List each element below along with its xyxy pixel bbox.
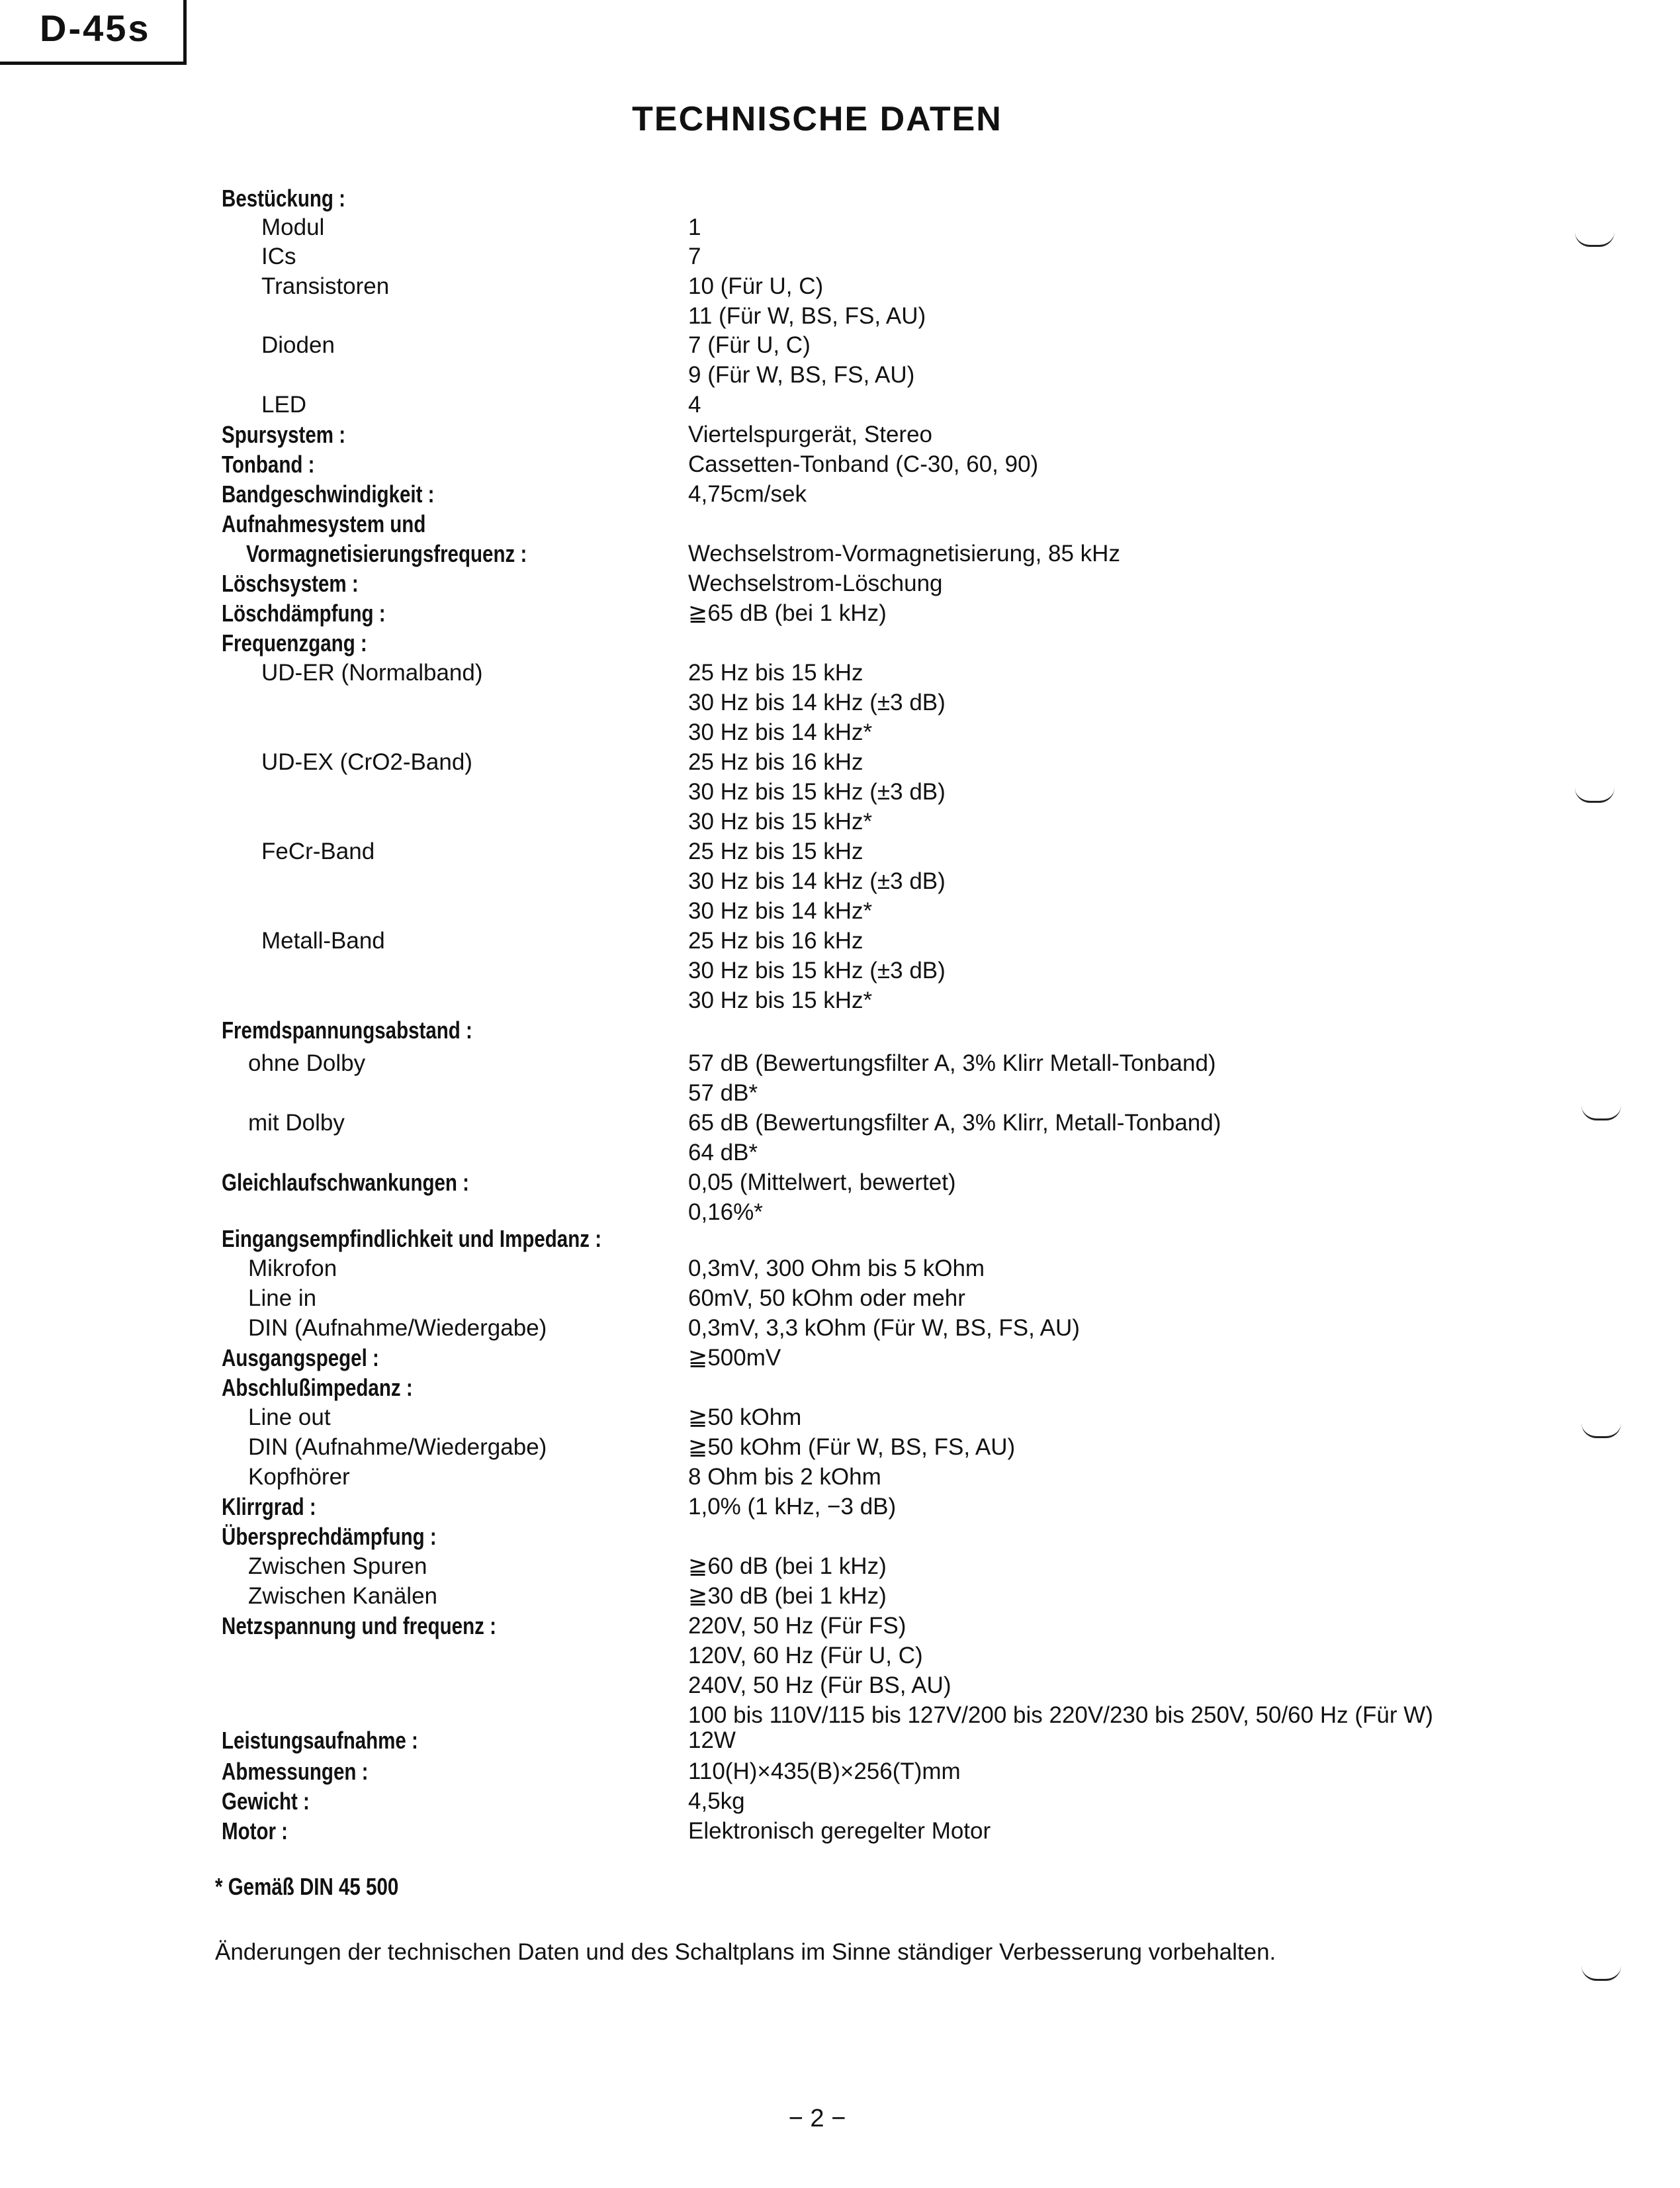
spec-row — [0, 1224, 1680, 1254]
spec-value: 9 (Für W, BS, FS, AU) — [688, 362, 915, 388]
spec-value: 64 dB* — [688, 1140, 758, 1165]
spec-value: 240V, 50 Hz (Für BS, AU) — [688, 1672, 951, 1698]
disclaimer: Änderungen der technischen Daten und des Schaltplans im Sinne ständiger Verbesserung vorbehalten. — [215, 1939, 1276, 1965]
spec-value: 4 — [688, 392, 701, 418]
spec-value: ≧50 kOhm (Für W, BS, FS, AU) — [688, 1434, 1016, 1460]
spec-row — [0, 480, 1680, 509]
spec-value: 57 dB (Bewertungsfilter A, 3% Klirr Metall-Tonband) — [688, 1050, 1216, 1076]
spec-value: 12W — [688, 1727, 736, 1753]
spec-value: Elektronisch geregelter Motor — [688, 1818, 991, 1844]
spec-value: 30 Hz bis 14 kHz (±3 dB) — [688, 868, 946, 894]
spec-value: 0,3mV, 300 Ohm bis 5 kOhm — [688, 1255, 985, 1281]
spec-label: UD-EX (CrO2-Band) — [261, 749, 472, 775]
page-title: TECHNISCHE DATEN — [632, 100, 1002, 138]
spec-row — [0, 1433, 1680, 1462]
spec-value: 0,16%* — [688, 1199, 763, 1225]
spec-label: DIN (Aufnahme/Wiedergabe) — [248, 1315, 547, 1341]
spec-row — [0, 420, 1680, 449]
spec-value: 25 Hz bis 16 kHz — [688, 928, 863, 954]
spec-row — [0, 807, 1680, 837]
spec-row — [0, 390, 1680, 420]
spec-value: 110(H)×435(B)×256(T)mm — [688, 1758, 961, 1784]
spec-row — [0, 1049, 1680, 1078]
spec-value: Wechselstrom-Löschung — [688, 570, 943, 596]
spec-row — [0, 1138, 1680, 1167]
spec-value: 10 (Für U, C) — [688, 273, 824, 299]
spec-value: 30 Hz bis 15 kHz (±3 dB) — [688, 958, 946, 983]
spec-row — [0, 1463, 1680, 1492]
spec-row — [0, 1757, 1680, 1786]
footnote: * Gemäß DIN 45 500 — [215, 1873, 399, 1900]
spec-row — [0, 778, 1680, 807]
page-number: − 2 − — [788, 2105, 846, 2132]
spec-row — [0, 361, 1680, 390]
spec-value: ≧500mV — [688, 1345, 781, 1371]
spec-label: DIN (Aufnahme/Wiedergabe) — [248, 1434, 547, 1460]
spec-row — [0, 1016, 1680, 1045]
spec-value: 25 Hz bis 15 kHz — [688, 839, 863, 864]
spec-row — [0, 748, 1680, 777]
spec-value: 57 dB* — [688, 1080, 758, 1106]
spec-value: Wechselstrom-Vormagnetisierung, 85 kHz — [688, 541, 1120, 567]
spec-row — [0, 659, 1680, 688]
spec-row — [0, 1641, 1680, 1670]
spec-value: 8 Ohm bis 2 kOhm — [688, 1464, 881, 1490]
spec-value: ≧60 dB (bei 1 kHz) — [688, 1553, 887, 1579]
spec-row — [0, 1403, 1680, 1432]
spec-value: 120V, 60 Hz (Für U, C) — [688, 1643, 923, 1668]
spec-row — [0, 956, 1680, 985]
spec-row — [0, 242, 1680, 271]
spec-row — [0, 1522, 1680, 1551]
spec-value: 0,3mV, 3,3 kOhm (Für W, BS, FS, AU) — [688, 1315, 1080, 1341]
spec-row — [0, 837, 1680, 866]
spec-label: Leistungsaufnahme : — [222, 1727, 418, 1754]
spec-label: Abmessungen : — [222, 1758, 369, 1785]
spec-label: Bandgeschwindigkeit : — [222, 480, 435, 508]
spec-row — [0, 629, 1680, 658]
spec-row — [0, 1168, 1680, 1197]
spec-row — [0, 510, 1680, 539]
spec-label: Line in — [248, 1285, 317, 1311]
spec-value: 30 Hz bis 14 kHz (±3 dB) — [688, 690, 946, 715]
spec-row — [0, 539, 1680, 569]
spec-label: LED — [261, 392, 307, 418]
spec-row — [0, 450, 1680, 479]
spec-row — [0, 184, 1680, 213]
spec-row — [0, 599, 1680, 628]
spec-label: Abschlußimpedanz : — [222, 1374, 413, 1401]
spec-label: Übersprechdämpfung : — [222, 1523, 437, 1550]
spec-row — [0, 1109, 1680, 1138]
spec-label: Gleichlaufschwankungen : — [222, 1169, 469, 1196]
spec-row — [0, 1373, 1680, 1402]
spec-row — [0, 272, 1680, 301]
spec-label: Löschsystem : — [222, 570, 359, 597]
spec-value: 25 Hz bis 16 kHz — [688, 749, 863, 775]
spec-label: Transistoren — [261, 273, 390, 299]
spec-value: 30 Hz bis 14 kHz* — [688, 898, 873, 924]
spec-value: 4,5kg — [688, 1788, 745, 1814]
spec-label: Zwischen Spuren — [248, 1553, 427, 1579]
spec-row — [0, 1254, 1680, 1283]
spec-label: UD-ER (Normalband) — [261, 660, 483, 686]
spec-row — [0, 1284, 1680, 1313]
spec-row — [0, 688, 1680, 717]
spec-label: ohne Dolby — [248, 1050, 366, 1076]
spec-label: Löschdämpfung : — [222, 600, 386, 627]
spec-row — [0, 1787, 1680, 1816]
spec-label: Klirrgrad : — [222, 1493, 316, 1520]
spec-row — [0, 718, 1680, 747]
spec-label: Fremdspannungsabstand : — [222, 1017, 472, 1044]
spec-label: Gewicht : — [222, 1788, 310, 1815]
spec-label: Dioden — [261, 332, 335, 358]
spec-value: 1,0% (1 kHz, −3 dB) — [688, 1494, 897, 1520]
spec-row — [0, 927, 1680, 956]
spec-label: Tonband : — [222, 451, 315, 478]
spec-value: 4,75cm/sek — [688, 481, 807, 507]
spec-label: ICs — [261, 244, 296, 269]
spec-value: ≧30 dB (bei 1 kHz) — [688, 1583, 887, 1609]
spec-row — [0, 1817, 1680, 1846]
spec-value: Cassetten-Tonband (C-30, 60, 90) — [688, 451, 1039, 477]
spec-value: 30 Hz bis 15 kHz* — [688, 987, 873, 1013]
spec-row — [0, 986, 1680, 1015]
spec-value: 7 — [688, 244, 701, 269]
spec-label: Kopfhörer — [248, 1464, 350, 1490]
spec-label: Metall-Band — [261, 928, 385, 954]
spec-value: 60mV, 50 kOhm oder mehr — [688, 1285, 965, 1311]
spec-row — [0, 1582, 1680, 1611]
spec-value: 1 — [688, 214, 701, 240]
spec-value: 30 Hz bis 14 kHz* — [688, 719, 873, 745]
spec-row — [0, 867, 1680, 896]
spec-value: 65 dB (Bewertungsfilter A, 3% Klirr, Metall-Tonband) — [688, 1110, 1221, 1136]
spec-value: ≧65 dB (bei 1 kHz) — [688, 600, 887, 626]
spec-label: Spursystem : — [222, 421, 346, 448]
spec-label: Eingangsempfindlichkeit und Impedanz : — [222, 1225, 602, 1252]
spec-value: Viertelspurgerät, Stereo — [688, 422, 933, 447]
spec-label: Bestückung : — [222, 185, 345, 212]
spec-label: Netzspannung und frequenz : — [222, 1612, 496, 1639]
spec-row — [0, 331, 1680, 360]
spec-value: 0,05 (Mittelwert, bewertet) — [688, 1169, 956, 1195]
spec-label: mit Dolby — [248, 1110, 345, 1136]
spec-value: 30 Hz bis 15 kHz (±3 dB) — [688, 779, 946, 805]
spec-label: Vormagnetisierungsfrequenz : — [246, 540, 527, 567]
spec-value: 30 Hz bis 15 kHz* — [688, 809, 873, 835]
spec-label: Ausgangspegel : — [222, 1344, 379, 1371]
spec-row — [0, 213, 1680, 242]
spec-label: FeCr-Band — [261, 839, 375, 864]
spec-row — [0, 1314, 1680, 1343]
model-label: D-45s — [40, 7, 151, 49]
spec-label: Frequenzgang : — [222, 629, 367, 657]
spec-row — [0, 1671, 1680, 1700]
spec-value: 100 bis 110V/115 bis 127V/200 bis 220V/230 bis 250V, 50/60 Hz (Für W) — [688, 1702, 1433, 1728]
spec-label: Motor : — [222, 1817, 288, 1845]
spec-value: 220V, 50 Hz (Für FS) — [688, 1613, 906, 1639]
spec-row — [0, 302, 1680, 331]
spec-row — [0, 897, 1680, 926]
spec-value: 11 (Für W, BS, FS, AU) — [688, 303, 926, 329]
spec-label: Mikrofon — [248, 1255, 337, 1281]
spec-row — [0, 1198, 1680, 1227]
spec-row — [0, 569, 1680, 598]
spec-row — [0, 1344, 1680, 1373]
spec-value: 25 Hz bis 15 kHz — [688, 660, 863, 686]
spec-label: Zwischen Kanälen — [248, 1583, 437, 1609]
spec-row — [0, 1552, 1680, 1581]
spec-label: Aufnahmesystem und — [222, 510, 426, 537]
spec-label: Line out — [248, 1404, 331, 1430]
spec-row — [0, 1079, 1680, 1108]
spec-row — [0, 1726, 1680, 1755]
spec-value: ≧50 kOhm — [688, 1404, 802, 1430]
spec-row — [0, 1492, 1680, 1522]
spec-row — [0, 1612, 1680, 1641]
spec-label: Modul — [261, 214, 325, 240]
spec-value: 7 (Für U, C) — [688, 332, 811, 358]
